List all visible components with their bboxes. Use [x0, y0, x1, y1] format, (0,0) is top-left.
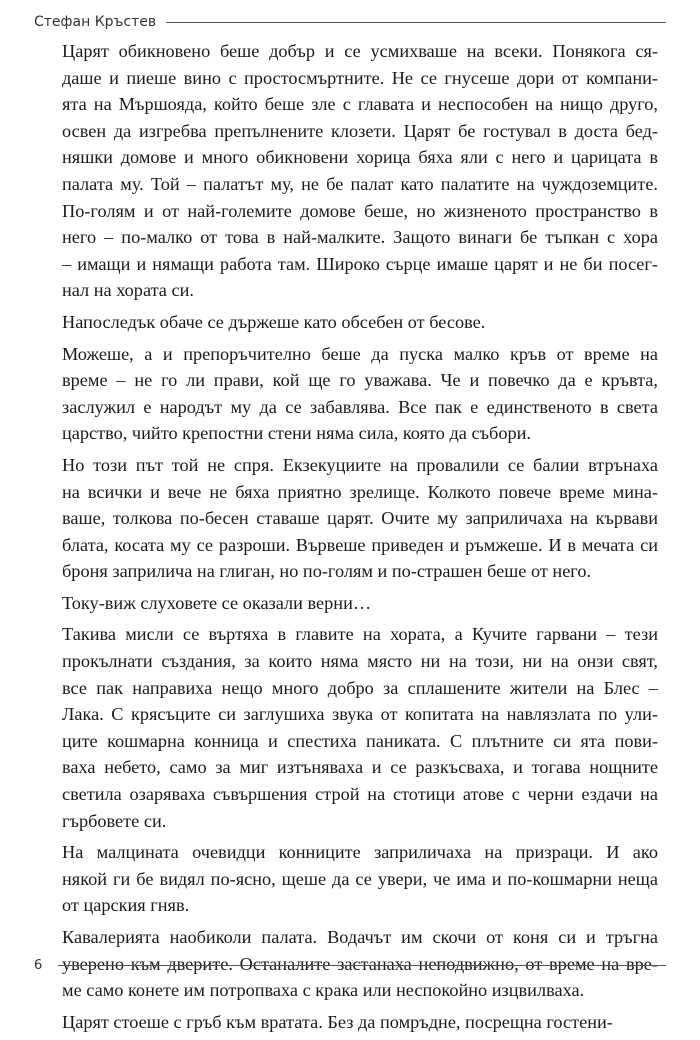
text-line: време – не го ли прави, кой ще го уважава. Че и повечко да е кръвта,: [62, 370, 658, 391]
text-line: ваше, толкова по-бесен ставаше царят. Очите му заприличаха на кървави: [62, 508, 658, 529]
text-line: Царят стоеше с гръб към вратата. Без да помръдне, посрещна гостени-: [62, 1011, 613, 1032]
text-line: него – по-малко от това в най-малките. Защото винаги бе тъпкан с хора: [62, 227, 658, 248]
text-line: Току-виж слуховете се оказали верни…: [62, 592, 372, 613]
text-line: уверено към дверите. Останалите застанаха неподвижно, от време на вре-: [62, 953, 658, 974]
body-text: [62, 38, 658, 1040]
text-line: все пак направиха нещо много добро за сплашените жители на Блес –: [62, 677, 658, 698]
text-line: ците кошмарна конница и спестиха паниката. С плътните си ята пови-: [62, 730, 658, 751]
text-line: Лака. С крясъците си заглушиха звука от копитата на навлязлата по ули-: [62, 704, 658, 725]
header-rule: [166, 22, 666, 23]
text-line: палата му. Той – палатът му, не бе палат като палатите на чуждоземците.: [62, 173, 658, 194]
text-line: Кавалерията наобиколи палата. Водачът им скочи от коня си и тръгна: [62, 927, 658, 947]
paragraph: [62, 38, 658, 304]
text-line: На малцината очевидци конниците заприличаха на призраци. И ако: [62, 842, 658, 863]
text-line: ме само конете им потропваха с крака или неспокойно изцвилваха.: [62, 980, 585, 1001]
text-line: Можеше, а и препоръчително беше да пуска малко кръв от време на: [62, 343, 658, 364]
page-footer: [34, 954, 666, 976]
text-line: Но този път той не спря. Екзекуциите на провалили се балии втрънаха: [62, 454, 658, 475]
text-line: блата, косата му се разроши. Вървеше приведен и ръмжеше. И в мечата си: [62, 534, 658, 555]
page-number: 6: [34, 957, 43, 973]
text-line: от царския гняв.: [62, 895, 190, 916]
paragraph: [62, 452, 658, 585]
paragraph: [62, 621, 658, 834]
text-line: ята на Мършоядa, който беше зле с главата и неспособен на нищо друго,: [62, 94, 658, 115]
paragraph: [62, 839, 658, 919]
paragraph: [62, 590, 658, 617]
footer-rule: [58, 965, 666, 966]
text-line: освен да изгребва препълнените клозети. Царят бе гостувал в доста бед-: [62, 120, 658, 141]
text-line: светила озаряваха съвършения строй на стотици атове с черни ездачи на: [62, 784, 658, 805]
author-name: Стефан Кръстев: [34, 14, 157, 30]
text-line: някой ги бе видял по-ясно, щеше да се увери, че има и по-кошмарни неща: [62, 868, 658, 889]
paragraph: [62, 341, 658, 447]
text-line: царство, чийто крепостни стени няма сила, която да събори.: [62, 423, 531, 444]
text-line: Царят обикновено беше добър и се усмихваше на всеки. Понякога ся-: [62, 41, 658, 61]
text-line: прокълнати създания, за които няма място ни на този, ни на онзи свят,: [62, 651, 658, 672]
running-header: [34, 10, 666, 34]
text-line: ваха небето, само за миг изтъняваха и се разкъсваха, и тогава нощните: [62, 757, 658, 778]
paragraph: [62, 309, 658, 336]
text-line: По-голям и от най-големите домове беше, но жизненото пространство в: [62, 200, 658, 221]
text-line: на всички и вече не бяха приятно зрелище. Колкото повече време мина-: [62, 481, 658, 502]
text-line: гърбовете си.: [62, 810, 167, 831]
text-line: заслужил е народът му да се забавлява. Все пак е единственото в света: [62, 396, 658, 417]
text-line: нал на хората си.: [62, 280, 194, 301]
text-line: Такива мисли се въртяха в главите на хората, а Кучите гарвани – тези: [62, 624, 658, 645]
text-line: броня заприлича на глиган, но по-голям и по-страшен беше от него.: [62, 561, 592, 582]
text-line: няшки домове и много обикновени хорица бяха яли с него и царицата в: [62, 147, 658, 168]
text-line: – имащи и нямащи работа там. Широко сърце имаше царят и не би посег-: [62, 253, 658, 274]
text-line: Напоследък обаче се държеше като обсебен от бесове.: [62, 311, 486, 332]
paragraph: [62, 1009, 658, 1036]
text-line: даше и пиеше вино с простосмъртните. Не се гнусеше дори от компани-: [62, 67, 658, 88]
